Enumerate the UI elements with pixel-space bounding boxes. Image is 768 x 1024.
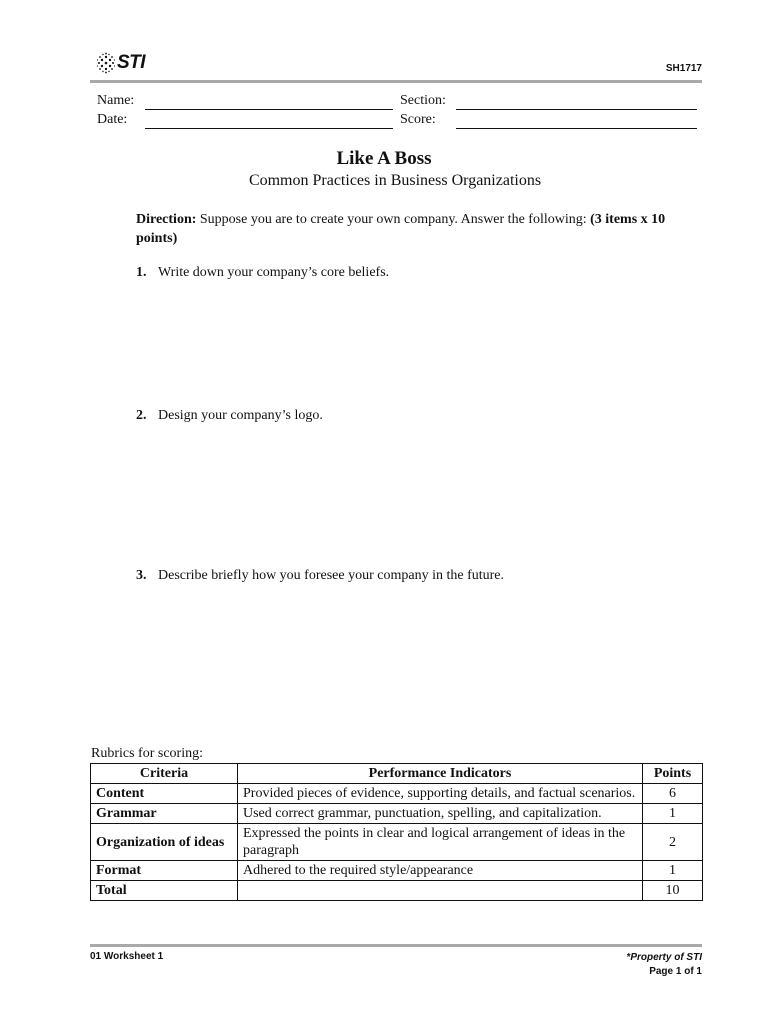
logo-wordmark: STI <box>117 52 146 73</box>
header-divider <box>90 80 702 83</box>
indicators-header: Performance Indicators <box>238 764 643 784</box>
direction-label: Direction: <box>136 212 197 227</box>
points-cell: 1 <box>643 804 703 824</box>
points-cell: 2 <box>643 824 703 861</box>
globe-icon <box>96 51 116 75</box>
question-2 <box>136 406 323 425</box>
indicator-cell: Adhered to the required style/appearance <box>238 861 643 881</box>
indicator-cell <box>238 881 643 901</box>
points-cell: 1 <box>643 861 703 881</box>
table-row <box>91 861 703 881</box>
rubric-table <box>90 763 703 901</box>
criteria-cell: Total <box>91 881 238 901</box>
question-1 <box>136 263 389 282</box>
criteria-cell: Grammar <box>91 804 238 824</box>
points-cell: 6 <box>643 784 703 804</box>
question-number: 1. <box>136 265 147 280</box>
footer-right <box>626 951 702 979</box>
rubric-label: Rubrics for scoring: <box>91 746 203 761</box>
worksheet-title: Like A Boss <box>336 148 432 169</box>
question-3 <box>136 566 504 585</box>
criteria-cell: Content <box>91 784 238 804</box>
section-field[interactable] <box>456 109 697 110</box>
question-text: Describe briefly how you foresee your company in the future. <box>158 568 504 583</box>
criteria-cell: Format <box>91 861 238 881</box>
score-field[interactable] <box>456 128 697 129</box>
points-header: Points <box>643 764 703 784</box>
table-row <box>91 824 703 861</box>
date-label: Date: <box>97 112 128 127</box>
indicator-cell: Used correct grammar, punctuation, spelling, and capitalization. <box>238 804 643 824</box>
criteria-header: Criteria <box>91 764 238 784</box>
indicator-cell: Expressed the points in clear and logical arrangement of ideas in the paragraph <box>238 824 643 861</box>
worksheet-subtitle: Common Practices in Business Organizations <box>248 172 542 189</box>
property-notice: *Property of STI <box>626 952 702 963</box>
document-code: SH1717 <box>665 63 702 74</box>
date-field[interactable] <box>145 128 393 129</box>
rubric-header-row <box>91 764 703 784</box>
points-cell: 10 <box>643 881 703 901</box>
footer-divider <box>90 944 702 947</box>
direction-paragraph <box>136 210 702 248</box>
table-row <box>91 784 703 804</box>
indicator-cell: Provided pieces of evidence, supporting details, and factual scenarios. <box>238 784 643 804</box>
direction-points: (3 items x 10 points) <box>136 212 666 246</box>
question-number: 3. <box>136 568 147 583</box>
criteria-cell: Organization of ideas <box>91 824 238 861</box>
footer-worksheet-label: 01 Worksheet 1 <box>90 951 164 962</box>
table-row <box>91 804 703 824</box>
direction-text: Suppose you are to create your own company. Answer the following: <box>196 212 591 227</box>
table-row-total <box>91 881 703 901</box>
name-field[interactable] <box>145 109 393 110</box>
section-label: Section: <box>400 93 446 108</box>
name-label: Name: <box>97 93 135 108</box>
score-label: Score: <box>400 112 436 127</box>
question-number: 2. <box>136 408 147 423</box>
sti-logo <box>96 50 145 76</box>
question-text: Write down your company’s core beliefs. <box>158 265 390 280</box>
page-number: Page 1 of 1 <box>649 966 702 977</box>
question-text: Design your company’s logo. <box>158 408 323 423</box>
